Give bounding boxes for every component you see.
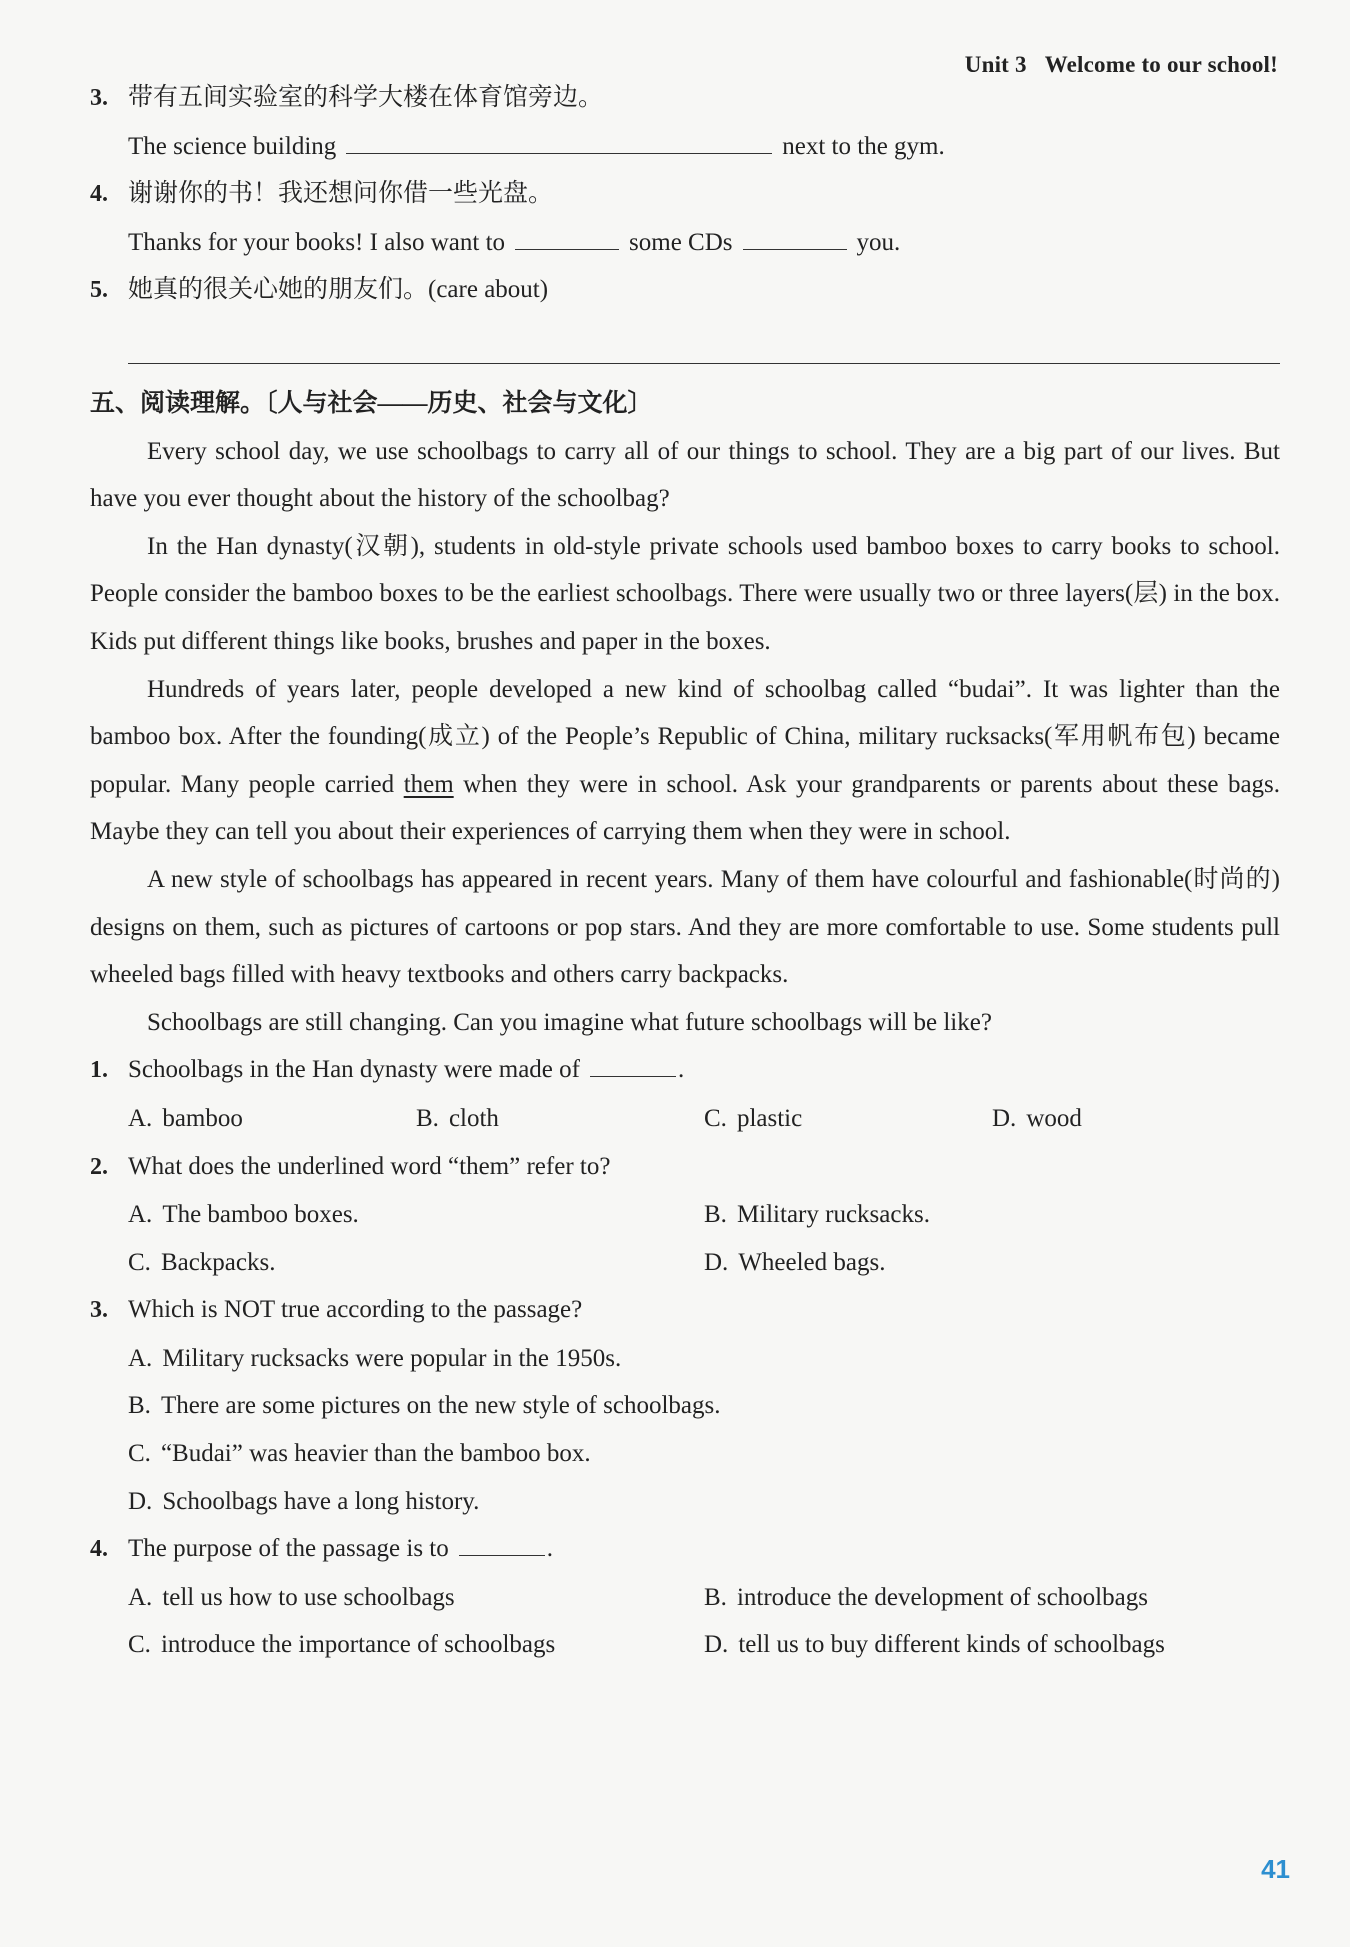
option-d[interactable]: D. Wheeled bags.: [704, 1248, 886, 1276]
reading-passage: [90, 428, 1280, 1047]
question: 1. Schoolbags in the Han dynasty were made of .: [90, 1056, 685, 1084]
option-b[interactable]: B. cloth: [416, 1104, 499, 1132]
page-number: 41: [1261, 1854, 1290, 1884]
option-d[interactable]: D. Schoolbags have a long history.: [128, 1487, 480, 1515]
options-row: [90, 1574, 1280, 1622]
options-row: [90, 1239, 1280, 1287]
option-d[interactable]: D. wood: [992, 1104, 1082, 1132]
answer-full-line[interactable]: [128, 315, 1280, 364]
underlined-word: them: [403, 770, 454, 798]
translation-item: 4. 谢谢你的书！我还想问你借一些光盘。: [90, 170, 1280, 219]
question: 4. The purpose of the passage is to .: [90, 1535, 554, 1563]
option-a[interactable]: A. The bamboo boxes.: [128, 1201, 359, 1229]
paragraph: Schoolbags are still changing. Can you imagine what future schoolbags will be like?: [147, 1008, 992, 1036]
option-c[interactable]: C. introduce the importance of schoolbags: [128, 1631, 556, 1659]
option-b[interactable]: B. introduce the development of schoolbags: [704, 1583, 1148, 1611]
answer-blank[interactable]: [590, 1054, 676, 1077]
option-c[interactable]: C. plastic: [704, 1104, 803, 1132]
option-c[interactable]: C. Backpacks.: [128, 1248, 276, 1276]
option-a[interactable]: A. tell us how to use schoolbags: [128, 1583, 455, 1611]
options-row: [90, 1621, 1280, 1669]
option-a[interactable]: A. bamboo: [128, 1104, 243, 1132]
translation-section: [90, 74, 1280, 364]
translation-item: 5. 她真的很关心她的朋友们。(care about): [90, 266, 1280, 315]
answer-blank[interactable]: [743, 227, 847, 250]
unit-label: Unit 3: [964, 52, 1027, 77]
answer-blank[interactable]: [459, 1533, 545, 1556]
options-row: [90, 1095, 1280, 1143]
option-a[interactable]: A. Military rucksacks were popular in the 1950s.: [128, 1344, 622, 1372]
question: 3. Which is NOT true according to the passage?: [90, 1296, 583, 1324]
answer-line: The science building next to the gym.: [128, 132, 945, 160]
options-row: [90, 1191, 1280, 1239]
option-b[interactable]: B. Military rucksacks.: [704, 1201, 930, 1229]
paragraph: In the Han dynasty(汉朝), students in old-style private schools used bamboo boxes to carry books to school. People consider the bamboo boxes to be the earliest schoolbags. There were usually two or three layers(层) in the box. Kids put different things like books, brushes and paper in the boxes.: [90, 532, 1280, 655]
unit-title: Welcome to our school!: [1044, 52, 1278, 77]
question: 2. What does the underlined word “them” refer to?: [90, 1152, 611, 1180]
option-b[interactable]: B. There are some pictures on the new style of schoolbags.: [128, 1392, 721, 1420]
paragraph: A new style of schoolbags has appeared in recent years. Many of them have colourful and fashionable(时尚的) designs on them, such as pictures of cartoons or pop stars. And they are more comfortable to use. Some students pull wheeled bags filled with heavy textbooks and others carry backpacks.: [90, 865, 1280, 989]
chinese-sentence: 带有五间实验室的科学大楼在体育馆旁边。: [128, 84, 604, 111]
option-c[interactable]: C. “Budai” was heavier than the bamboo box.: [128, 1440, 591, 1468]
chinese-sentence: 她真的很关心她的朋友们。(care about): [128, 276, 549, 304]
reading-section: [90, 380, 1280, 1669]
paragraph: Every school day, we use schoolbags to carry all of our things to school. They are a big part of our lives. But have you ever thought about the history of the schoolbag?: [90, 437, 1280, 513]
answer-blank[interactable]: [515, 227, 619, 250]
chinese-sentence: 谢谢你的书！我还想问你借一些光盘。: [128, 180, 554, 208]
section-title: 五、阅读理解。〔人与社会——历史、社会与文化〕: [90, 390, 653, 417]
answer-blank[interactable]: [346, 131, 772, 154]
option-d[interactable]: D. tell us to buy different kinds of schoolbags: [704, 1631, 1165, 1659]
answer-line: Thanks for your books! I also want to some CDs you.: [128, 228, 901, 256]
paragraph: Hundreds of years later, people developed a new kind of schoolbag called “budai”. It was lighter than the bamboo box. After the founding(成立) of the People’s Republic of China, military rucksacks(军用帆布包) became popular. Many people carried them when they were in school. Ask your grandparents or parents about these bags. Maybe they can tell you about their experiences of carrying them when they were in school.: [90, 675, 1281, 846]
translation-item: 3. 带有五间实验室的科学大楼在体育馆旁边。: [90, 74, 1280, 123]
